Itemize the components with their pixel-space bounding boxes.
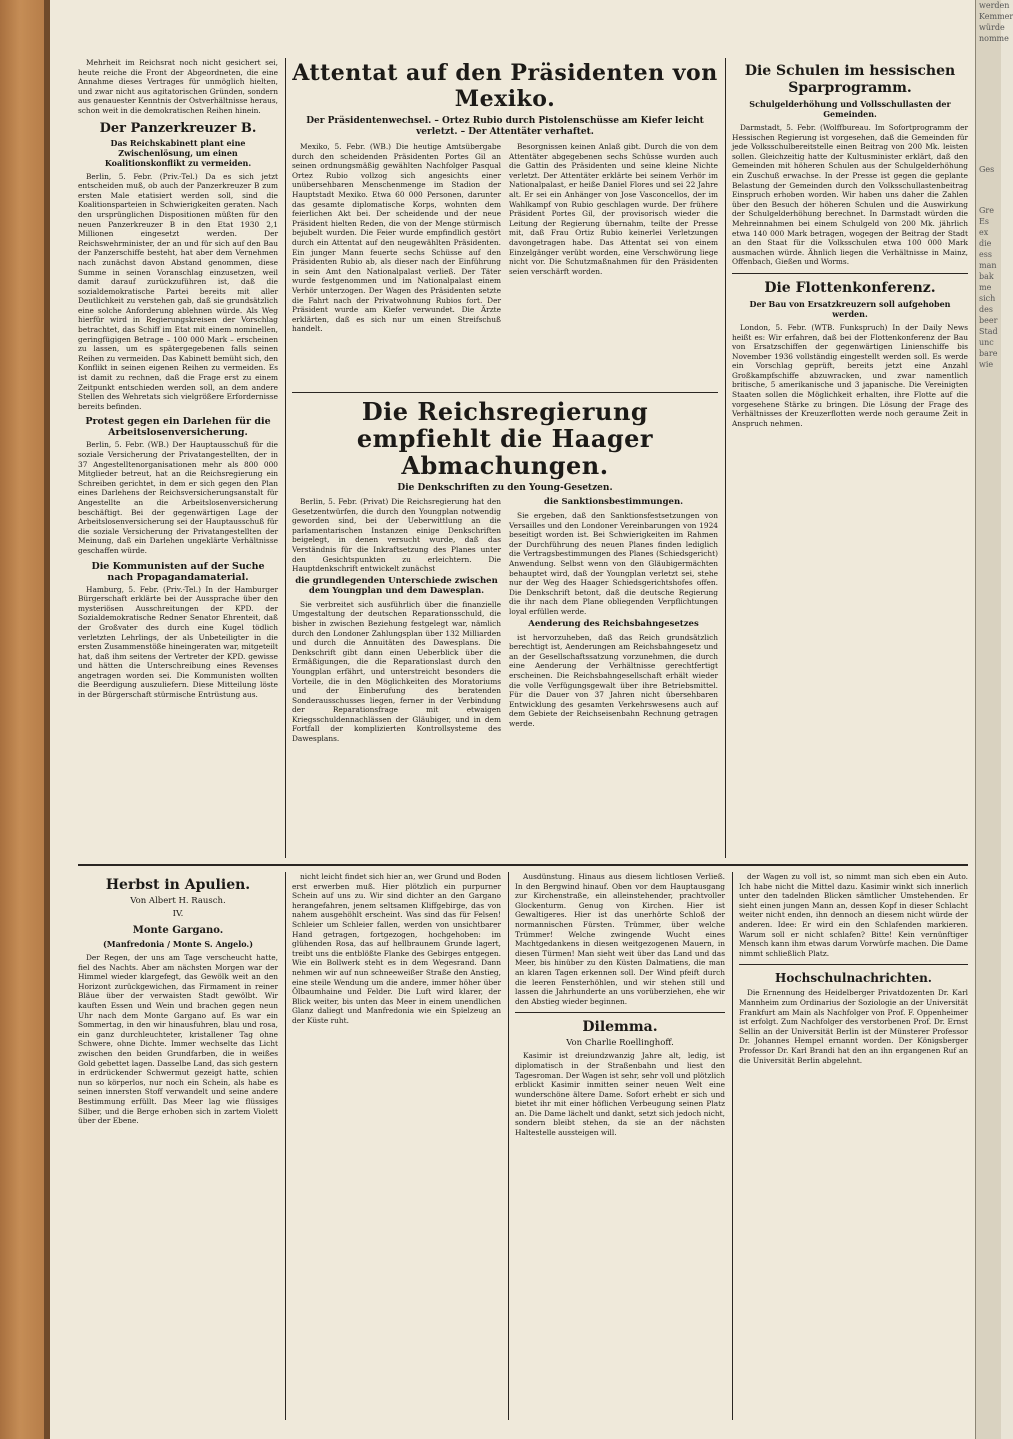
part-number: IV. xyxy=(172,909,184,919)
article-text: Berlin, 5. Febr. (WB.) Der Hauptausschuß für die soziale Versicherung der Privatangestellten, der in 37 Angestelltenorganisationen mehr als 800 000 Mitglieder betreut, hat an die Reichsregierung ein Schreiben gerichtet, in dem er sich gegen den Plan eines Darlehens der Reichsversicherungsanstalt für Angestellte an die Arbeitslosenversicherung beschäftigt. Bei der gegenwärtigen Lage der Arbeitslosenversicherung sei der Hauptausschuß für die soziale Versicherung der Privatangestellten der Meinung, daß ein Darlehen ungeklärte Verhältnisse geschaffen würde. xyxy=(78,440,278,555)
page-content xyxy=(78,58,968,1420)
article-text: Die Ernennung des Heidelberger Privatdozenten Dr. Karl Mannheim zum Ordinarius der Soziologie an der Universität Frankfurt am Main als Nachfolger von Prof. F. Oppenheimer ist erfolgt. Zum Nachfolger des verstorbenen Prof. Dr. Ernst Sellin an der Universität Berlin ist der Münsterer Professor Dr. Johannes Hempel ernannt worden. Der Königsberger Professor Dr. Karl Brandi hat den an ihn ergangenen Ruf an die Universität Berlin abgelehnt. xyxy=(739,988,968,1065)
edge-word: des xyxy=(979,305,993,314)
edge-word: würde xyxy=(979,23,1005,32)
article-text: Sie ergeben, daß den Sanktionsfestsetzungen von Versailles und den Londoner Vereinbarungen von 1924 beseitigt worden ist. Bei Schwierigkeiten im Rahmen der Durchführung des neuen Planes finden lediglich die Vertragsbestimmungen des Planes (Schiedsgericht) Anwendung. Selbst wenn von den Gläubigermächten behauptet wird, daß der Youngplan verletzt sei, stehe nur der Weg des Haager Schiedsgerichtshofes offen. Die Denkschrift betont, daß die deutsche Regierung die ihr nach dem Plane obliegenden Verpflichtungen loyal erfüllen werde. xyxy=(509,511,718,616)
article-text: Der Regen, der uns am Tage verscheucht hatte, fiel des Nachts. Aber am nächsten Morgen war der Himmel wieder klargefegt, das Gewölk weit an den Horizont zurückgewichen, das Firmament in reiner Bläue über der verwaisten Stadt gewölbt. Wir kauften Essen und Wein und brachen gegen neun Uhr nach dem Monte Gargano auf. Es war ein Sommertag, in den wir hinausfuhren, blau und rosa, ein ganz durchleuchteter, kristallener Tag ohne Schwere, ohne Dichte. Immer wechselte das Licht zwischen den beiden Grundfarben, die in weißes Gold gebettet lagen. Dasselbe Land, das sich gestern in erdrückender Schwermut gezeigt hatte, schien nun so körperlos, nur noch ein Schein, als habe es seinen innersten Stoff verwandelt und seine andere Bestimmung erfüllt. Das Meer lag wie flüssiges Silber, und die Berge erhoben sich in zartem Violett über der Ebene. xyxy=(78,953,278,1126)
author-rausch: Von Albert H. Rausch. xyxy=(130,896,226,906)
headline-protest: Protest gegen ein Darlehen für die Arbeitslosenversicherung. xyxy=(85,416,271,439)
subheadline-sanktionen: die Sanktionsbestimmungen. xyxy=(543,497,684,507)
article-text: ist hervorzuheben, daß das Reich grundsätzlich berechtigt ist, Aenderungen am Reichsbahngesetz und an der Gesellschaftssatzung vorzunehmen, die durch eine Aenderung der Verhältnisse gerechtfertigt erscheinen. Die Reichsbahngesellschaft erhält wieder die volle Verfügungsgewalt über ihre Betriebsmittel. Für die Dauer von 37 Jahren nicht übersehbaren Entwicklung des gesamten Verkehrswesens auch auf dem Gebiete der Reichseisenbahn Rechnung getragen werde. xyxy=(509,632,718,728)
reichsregierung-col-b xyxy=(509,497,718,746)
subheadline-unterschiede: die grundlegenden Unterschiede zwischen dem Youngplan und dem Dawesplan. xyxy=(295,575,498,596)
column-left xyxy=(78,58,278,858)
edge-word: me xyxy=(979,283,992,292)
subheadline-denkschriften: Die Denkschriften zu den Young-Gesetzen. xyxy=(397,483,613,493)
section-rule xyxy=(732,273,968,274)
headline-dilemma: Dilemma. xyxy=(582,1019,658,1036)
article-text: der Wagen zu voll ist, so nimmt man sich eben ein Auto. Ich habe nicht die Mittel dazu. Kasimir winkt sich innerlich unter den tadelnden Blicken sämtlicher Umstehenden. Er sieht einen jungen Mann an, dessen Kopf in dieser Schlacht weiter nicht enden, ihn dennoch an diesem nicht würde der anderen. Idee: Er wird ein den Schlafenden markieren. Warum soll er nicht schlafen? Bitte! Kein vernünftiger Mensch kann ihm etwas darum Vorwürfe machen. Die Dame nimmt schließlich Platz. xyxy=(739,872,968,958)
headline-herbst: Herbst in Apulien. xyxy=(105,877,251,893)
edge-word: ex xyxy=(979,228,989,237)
headline-flottenkonferenz: Die Flottenkonferenz. xyxy=(764,279,936,296)
column-reichsregierung xyxy=(292,398,718,858)
subheadline-reichsbahn: Aenderung des Reichsbahngesetzes xyxy=(528,618,699,629)
section-rule xyxy=(739,964,968,965)
column-feuilleton-1 xyxy=(78,872,278,1420)
column-feuilleton-3 xyxy=(515,872,725,1420)
edge-word: bare xyxy=(979,349,998,358)
section-rule xyxy=(515,1012,725,1013)
article-text: Mehrheit im Reichsrat noch nicht gesichert sei, heute reiche die Front der Abgeordneten, die eine Annahme dieses Vertrages für unmöglich hielten, und zwar nicht aus agitatorischen Gründen, sondern aus genauester Kenntnis der Ostverhältnisse heraus, schon weit in die demokratischen Reihen hinein. xyxy=(78,58,278,115)
subheadline-schulen: Schulgelderhöhung und Vollsschullasten der Gemeinden. xyxy=(749,99,951,119)
column-rule xyxy=(508,872,509,1420)
reichsregierung-col-a xyxy=(292,497,501,746)
headline-attentat: Attentat auf den Präsidenten von Mexiko. xyxy=(292,60,718,112)
column-rule xyxy=(285,58,286,858)
headline-reichsregierung: Die Reichsregierung xyxy=(361,397,649,426)
section-rule xyxy=(292,392,718,393)
mexico-columns xyxy=(292,142,718,334)
article-text: Kasimir ist dreiundzwanzig Jahre alt, ledig, ist diplomatisch in der Straßenbahn und liest den Tagesroman. Der Wagen ist sehr, sehr voll und plötzlich erblickt Kasimir inmitten seiner neuen Welt eine wunderschöne ältere Dame. Sofort erhebt er sich und bietet ihr mit einer höflichen Verbeugung seinen Platz an. Die Dame lächelt und dankt, setzt sich jedoch nicht, sondern bleibt stehen, da sie an der nächsten Haltestelle aussteigen will. xyxy=(515,1051,725,1138)
column-feuilleton-4 xyxy=(739,872,968,1420)
feuilleton-rule xyxy=(78,864,968,866)
edge-word: man xyxy=(979,261,997,270)
column-rule xyxy=(285,872,286,1420)
edge-word: Es xyxy=(979,217,989,226)
headline-haager: empfiehlt die Haager Abmachungen. xyxy=(356,424,654,480)
edge-word: die xyxy=(979,239,992,248)
author-roellinghoff: Von Charlie Roellinghoff. xyxy=(566,1038,674,1049)
edge-word: bak xyxy=(979,272,994,281)
headline-hochschul: Hochschulnachrichten. xyxy=(775,971,932,986)
subheadline-flotten: Der Bau von Ersatzkreuzern soll aufgehoben werden. xyxy=(749,298,951,319)
edge-word: nomme xyxy=(979,34,1009,43)
edge-word: Kemmer xyxy=(979,12,1013,21)
reichsregierung-columns xyxy=(292,497,718,746)
edge-word: sich xyxy=(979,294,996,303)
subheadline: Das Reichskabinett plant eine Zwischenlösung, um einen Koalitionskonflikt zu vermeiden. xyxy=(104,137,252,168)
edge-word: Stad xyxy=(979,327,998,336)
article-text: Berlin, 5. Febr. (Privat) Die Reichsregierung hat den Gesetzentwürfen, die durch den Youngplan notwendig geworden sind, bei der Ueberwittlung an die parlamentarischen Instanzen einige Denkschriften beigelegt, in denen versucht wurde, daß das Verständnis für die Inkraftsetzung des Planes unter den Gesichtspunkten zu erleichtern. Die Hauptdenkschrift entwickelt zunächst xyxy=(292,497,501,574)
adjacent-page-edge xyxy=(975,0,1013,1439)
edge-word: beer xyxy=(979,316,998,325)
headline-schulen: Die Schulen im hessischen Sparprogramm. xyxy=(744,63,956,96)
edge-word: werden xyxy=(979,1,1010,10)
headline-gargano: Monte Gargano. xyxy=(132,925,224,936)
article-text: Hamburg, 5. Febr. (Priv.-Tel.) In der Hamburger Bürgerschaft erklärte bei der Aussprache über den mysteriösen Ausschreitungen der KPD. der Sozialdemokratische Redner Senator Ehrenteit, daß der Großvater des durch eine Kugel tödlich verletzten Lehrlings, der als Unbeteiligter in die ersten Zusammenstöße hineingeraten war, mitgeteilt hat, daß ihm seitens der Vertreter der KPD. gewisse und hätten die Unterschreibung eines Revenses angetragen worden sei. Die Kommunisten wollten die Beerdigung auszuliefern. Diese Mitteilung löste in der Bürgerschaft stürmische Entrüstung aus. xyxy=(78,584,278,700)
column-rule xyxy=(732,872,733,1420)
column-feuilleton-2 xyxy=(292,872,501,1420)
column-mexico xyxy=(292,58,718,388)
headline-kommunisten: Die Kommunisten auf der Suche nach Propagandamaterial. xyxy=(91,560,265,583)
subheadline-attentat: Der Präsidentenwechsel. – Ortez Rubio durch Pistolenschüsse am Kiefer leicht verletzt. – Der Attentäter verhaftet. xyxy=(306,116,704,137)
article-text: Mexiko, 5. Febr. (WB.) Die heutige Amtsübergabe durch den scheidenden Präsidenten Portes Gil an seinen ordnungsmäßig gewählten Nachfolger Pasqual Ortez Rubio vollzog sich angesichts einer unübersehbaren Menschenmenge im Stadion der Hauptstadt Mexiko. Etwa 60 000 Personen, darunter das gesamte diplomatische Korps, wohnten dem feierlichen Akt bei. Der scheidende und der neue Präsident hielten Reden, die von der Menge stürmisch bejubelt wurden. Die Feier wurde empfindlich gestört durch ein Attentat auf den neugewählten Präsidenten. Ein junger Mann feuerte sechs Schüsse auf den Präsidenten Rubio ab, als dieser nach der Einführung in sein Amt den Nationalpalast verließ. Der Täter wurde festgenommen und im Nationalpalast einem Verhör unterzogen. Der Wagen des Präsidenten setzte die Fahrt nach der Privatwohnung Rubios fort. Der Präsident wurde am Kiefer verwundet. Die Ärzte erklärten, daß es sich nur um einen Streifschuß handelt. xyxy=(292,142,501,334)
article-text: Darmstadt, 5. Febr. (Wolffbureau. Im Sofortprogramm der Hessischen Regierung ist vorgesehen, daß die Gemeinden für jede Volksschulbereitstelle einen Beitrag von 200 Mk. leisten sollen. Gleichzeitig hatte der Kultusminister erklärt, daß den Gemeinden mit höheren Schulen aus der Schulgelderhöhung ein Zuschuß erwachse. In der Presse ist gegen die geplante Belastung der Gemeinden durch den Volksschullastenbeitrag Einspruch erhoben worden. Wir haben uns daher die Zahlen über den Besuch der höheren Schulen und die Auswirkung der Schulgelderhöhung berechnet. In Darmstadt würden die Mehreinnahmen bei einem Schulgeld von 200 Mk. jährlich etwa 140 000 Mark betragen, wogegen der Beitrag der Stadt an den Staat für die Volksschulen etwa 100 000 Mark ausmachen würde. Ähnlich liegen die Verhältnisse in Mainz, Offenbach, Gießen und Worms. xyxy=(732,123,968,267)
article-text: Besorgnissen keinen Anlaß gibt. Durch die von dem Attentäter abgegebenen sechs Schüsse wurden auch die Gattin des Präsidenten und seine kleine Nichte verletzt. Der Attentäter erklärte bei seinem Verhör im Nationalpalast, er heiße Daniel Flores und sei 22 Jahre alt. Er sei ein Anhänger von Jose Vasconcellos, der im Wahlkampf von Rubio geschlagen wurde. Der frühere Präsident Portes Gil, der provisorisch wieder die Leitung der Regierung übernahm, teilte der Presse mit, daß Frau Ortiz Rubio keinerlei Verletzungen davongetragen habe. Das Attentat sei von einem Einzelgänger verübt worden, eine Verschwörung liege nicht vor. Die Schutzmaßnahmen für den Präsidenten seien verschärft worden. xyxy=(509,142,718,276)
column-rule xyxy=(725,58,726,858)
article-text: Berlin, 5. Febr. (Priv.-Tel.) Da es sich jetzt entscheiden muß, ob auch der Panzerkreuzer B zum ersten Male etatisiert werden soll, sind die Koalitionsparteien in Schwierigkeiten geraten. Nach den ursprünglichen Dispositionen müßten für den neuen Panzerkreuzer B in den Etat 1930 2,1 Millionen eingesetzt werden. Der Reichswehrminister, der an und für sich auf den Bau der Panzerschiffe besteht, hat aber dem Vernehmen nach zunächst davon Abstand genommen, diese Summe in seinen Voranschlag einzusetzen, weil damit darauf zurückzuführen ist, daß die sozialdemokratische Partei bereits mit aller Deutlichkeit zu verstehen gab, daß sie grundsätzlich eine solche Anforderung ablehnen würde. Als Weg hierfür wird in Regierungskreisen der Vorschlag betrachtet, das Schiff im Etat mit einem nominellen, geringfügigen Betrage – 100 000 Mark – erscheinen zu lassen, um es spätergegebenen falls seinen Reihen zu vermeiden. Das Kabinett bemüht sich, den Konflikt in seinen eigenen Reihen zu vermeiden. Es ist damit zu rechnen, daß die Frage erst zu einem Zeitpunkt entschieden werden soll, an dem andere Stellen des Wehretats sich vielgrößere Erfordernisse bereits befinden. xyxy=(78,171,278,411)
book-binding xyxy=(0,0,50,1439)
article-text: nicht leicht findet sich hier an, wer Grund und Boden erst erwerben muß. Hier plötzlich ein purpurner Schein auf uns zu. Wir sind dichter an den Gargano herangefahren, jenem seltsamen Kliffgebirge, das von nahem ausgehöhlt erscheint. Was sind das für Felsen! Schleier um Schleier fallen, werden von unsichtbarer Hand getragen, fortgezogen, hochgehoben: im glühenden Rosa, das auf hellbraunem Grunde lagert, treibt uns die entblößte Flanke des Gebirges entgegen. Wie ein Bollwerk steht es in dem Wegesrand. Dann nehmen wir auf nun schneeweißer Straße den Anstieg, eine steile Wendung um die andere, immer höher über Ölbaumhaine und Felder. Die Luft wird klarer, der Blick weiter, bis unten das Meer in einem unendlichen Glanz daliegt und Manfredonia wie ein Spielzeug an der Küste ruht. xyxy=(292,872,501,1025)
edge-word: Ges xyxy=(979,165,995,174)
headline-panzerkreuzer: Der Panzerkreuzer B. xyxy=(99,120,257,136)
edge-word: wie xyxy=(979,360,994,369)
edge-word: ess xyxy=(979,250,992,259)
article-text: Ausdünstung. Hinaus aus diesem lichtlosen Verließ. In den Bergwind hinauf. Oben vor dem Hauptausgang zur Kirchenstraße, ein alleinstehender, prachtvoller Glockenturm. Genug von Kirchen. Hier ist Gewaltigeres. Hier ist das unerhörte Schloß der normannischen Fürsten. Trümmer, über welche Trümmer! Welche zwingende Wucht eines Machtgedankens in diesen weitgezogenen Mauern, in diesen Türmen! Man sieht weit über das Land und das Meer, bis hinüber zu den Küsten Dalmatiens, die man an klaren Tagen erkennen soll. Der Wind pfeift durch die leeren Fensterhöhlen, und wir stehen still und lassen die Jahrhunderte an uns vorüberziehen, ehe wir den Abstieg wieder beginnen. xyxy=(515,872,725,1006)
edge-word: Gre xyxy=(979,206,994,215)
place-line: (Manfredonia / Monte S. Angelo.) xyxy=(103,939,253,949)
column-right xyxy=(732,58,968,858)
article-text: Sie verbreitet sich ausführlich über die finanzielle Umgestaltung der deutschen Reparationsschuld, die bisher in zwischen Beziehung festgelegt war, nämlich durch den Londoner Zahlungsplan über 132 Milliarden und durch die Annuitäten des Dawesplans. Die Denkschrift gibt dann einen Ueberblick über die Ermäßigungen, die die Reparationslast durch den Youngplan erfährt, und unterstreicht besonders die Vorteile, die in den Möglichkeiten des Moratoriums und der Einberufung des beratenden Sonderausschusses liegen, ferner in der Verbindung der Reparationsfrage mit etwaigen Kriegsschuldennachlässen der Gläubiger, und in dem Fortfall der komplizierten Kontrollsysteme des Dawesplans. xyxy=(292,599,501,744)
article-text: London, 5. Febr. (WTB. Funkspruch) In der Daily News heißt es: Wir erfahren, daß bei der Flottenkonferenz der Bau von Ersatzschiffen der gegenwärtigen Linienschiffe bis November 1936 vollständig eingestellt werden soll. Es werde ein Vorschlag geprüft, bereits jetzt eine Anzahl Großkampfschiffe abzuwracken, und zwar namentlich britische, 5 amerikanische und 3 japanische. Die Vereinigten Staaten sollen die Möglichkeit erhalten, ihre Flotte auf die vorgesehene Stärke zu bringen. Die Lösung der Frage des Verhältnisses der Kreuzerflotten werde noch geraume Zeit in Anspruch nehmen. xyxy=(732,322,968,428)
edge-word: unc xyxy=(979,338,994,347)
